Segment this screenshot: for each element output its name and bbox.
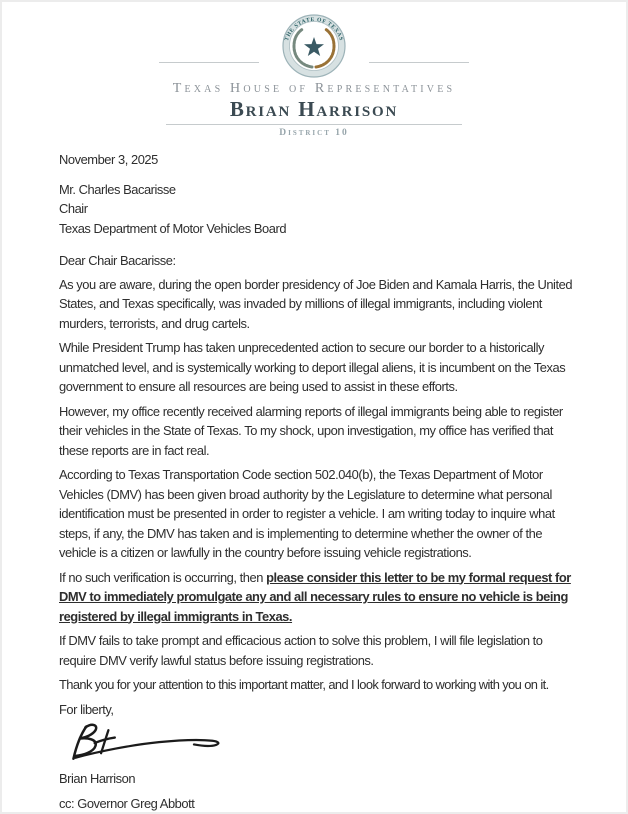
letterhead-rule-bottom (166, 124, 462, 125)
letter-date: November 3, 2025 (59, 152, 158, 167)
letterhead-representative-name: Brian Harrison (229, 97, 399, 121)
paragraph-5 (59, 568, 576, 627)
letterhead-rule-left (159, 62, 259, 63)
letterhead-rule-right (369, 62, 469, 63)
recipient-title: Chair (59, 201, 88, 216)
paragraph-4: According to Texas Transportation Code section 502.040(b), the Texas Department of Motor Vehicles (DMV) has been given broad authority by the Legislature to determine what personal identification must be presented in order to register a vehicle. I am writing today to inquire what steps, if any, the DMV has taken and is implementing to determine whether the owner of the vehicle is a citizen or lawfully in the country before issuing vehicle registrations. (59, 467, 555, 560)
letterhead-organization: Texas House of Representatives (172, 81, 456, 96)
seal-row (159, 14, 469, 78)
paragraph-3: However, my office recently received alarming reports of illegal immigrants being able to register their vehicles in the State of Texas. To my shock, upon investigation, my office has verified that these reports are in fact real. (59, 403, 563, 458)
paragraph-7: Thank you for your attention to this important matter, and I look forward to working with you on it. (59, 677, 549, 692)
closing: For liberty, (59, 701, 114, 717)
svg-text:THE STATE OF TEXAS: THE STATE OF TEXAS (284, 16, 344, 42)
signature (60, 721, 235, 767)
paragraph-5-formal-request: please consider this letter to be my formal request for DMV to immediately promulgate any and all necessary rules to ensure no vehicle is being registered by illegal immigrants in Texas. (59, 569, 571, 624)
recipient-name: Mr. Charles Bacarisse (59, 181, 176, 197)
letterhead (2, 2, 626, 139)
signer-name: Brian Harrison (59, 771, 136, 786)
paragraph-6: If DMV fails to take prompt and efficacious action to solve this problem, I will file legislation to require DMV verify lawful status before issuing registrations. (59, 633, 543, 668)
cc-line: cc: Governor Greg Abbott (59, 795, 195, 811)
paragraph-5-lead: If no such verification is occurring, then (59, 569, 263, 585)
letterhead-district: District 10 (279, 128, 349, 138)
recipient-block (59, 180, 576, 239)
texas-state-seal-icon (282, 14, 346, 78)
letter-content (2, 150, 626, 813)
recipient-organization: Texas Department of Motor Vehicles Board (59, 220, 287, 236)
paragraph-2: While President Trump has taken unprecedented action to secure our border to a historically unmatched level, and is systemically working to deport illegal aliens, it is incumbent on the Texas government to ensure all resources are being used to assist in these efforts. (59, 340, 566, 394)
paragraph-1: As you are aware, during the open border presidency of Joe Biden and Kamala Harris, the United States, and Texas specifically, was invaded by millions of illegal immigrants, including violent murders, terrorists, and drug cartels. (59, 276, 573, 331)
salutation: Dear Chair Bacarisse: (59, 253, 176, 268)
